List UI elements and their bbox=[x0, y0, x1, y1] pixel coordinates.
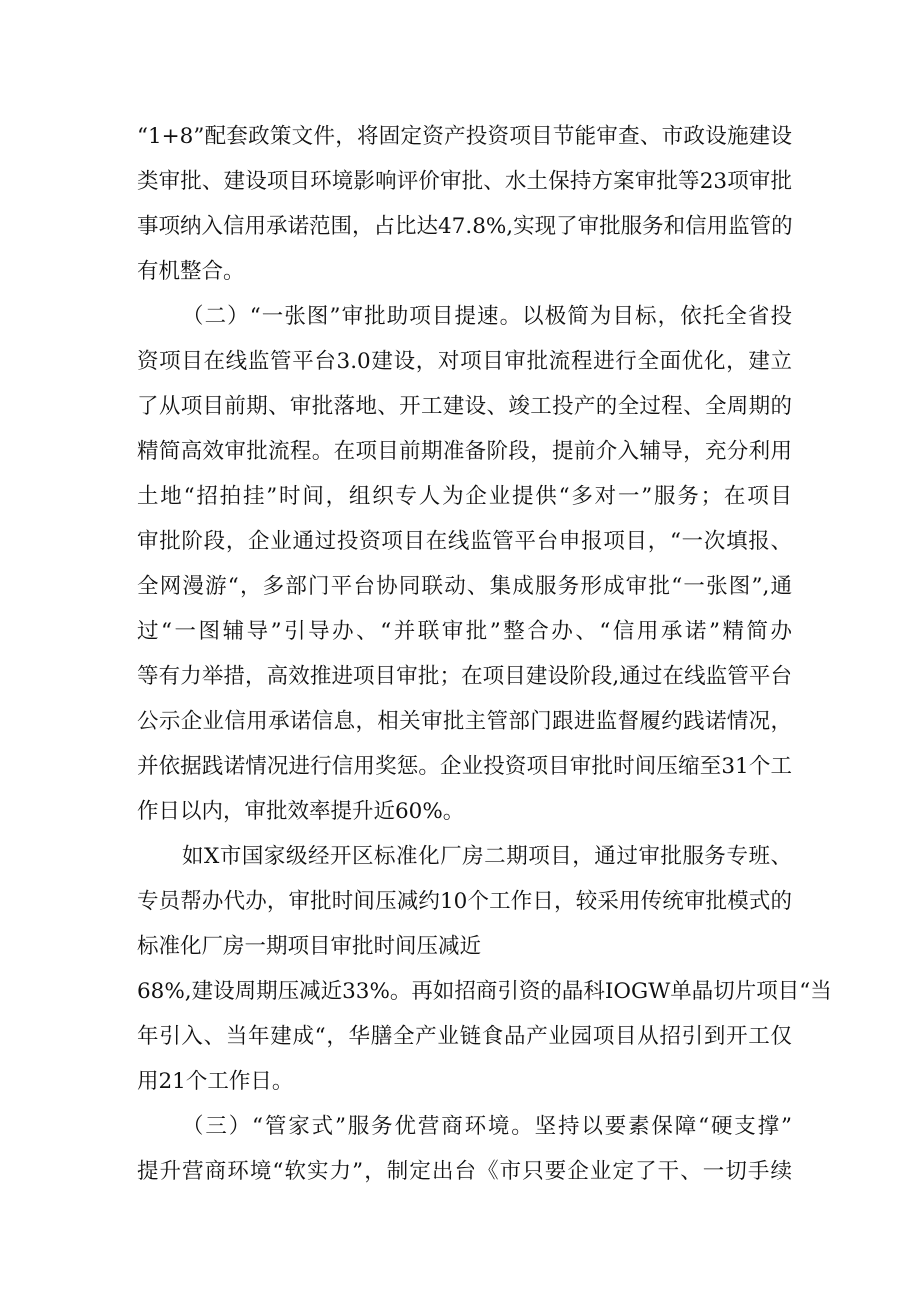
text-line: 如X市国家级经开区标准化厂房二期项目，通过审批服务专班、 bbox=[182, 844, 792, 869]
text-line: 68%,建设周期压减近33%。再如招商引资的晶科IOGW单晶切片项目“当 bbox=[137, 979, 832, 1004]
text-line: 年引入、当年建成“，华膳全产业链食品产业园项目从招引到开工仅 bbox=[137, 1024, 792, 1049]
text-line: 土地“招拍挂”时间，组织专人为企业提供“多对一”服务；在项目 bbox=[137, 484, 792, 509]
text-line: 并依据践诺情况进行信用奖惩。企业投资项目审批时间压缩至31个工 bbox=[137, 754, 792, 779]
text-line: 类审批、建设项目环境影响评价审批、水土保持方案审批等23项审批 bbox=[137, 169, 792, 194]
text-line: 标准化厂房一期项目审批时间压减近 bbox=[137, 934, 482, 959]
text-line: 提升营商环境“软实力”，制定出台《市只要企业定了干、一切手续 bbox=[137, 1159, 792, 1184]
text-line: 了从项目前期、审批落地、开工建设、竣工投产的全过程、全周期的 bbox=[137, 394, 792, 419]
text-line: 用21个工作日。 bbox=[137, 1069, 294, 1094]
text-line: 事项纳入信用承诺范围，占比达47.8%,实现了审批服务和信用监管的 bbox=[137, 214, 793, 239]
text-line: 全网漫游“，多部门平台协同联动、集成服务形成审批“一张图”,通 bbox=[137, 574, 792, 599]
text-line: 精简高效审批流程。在项目前期准备阶段，提前介入辅导，充分利用 bbox=[137, 439, 792, 464]
text-line: 有机整合。 bbox=[137, 259, 245, 284]
text-line: 专员帮办代办，审批时间压减约10个工作日，较采用传统审批模式的 bbox=[137, 889, 792, 914]
text-line: “1+8”配套政策文件，将固定资产投资项目节能审查、市政设施建设 bbox=[137, 124, 792, 149]
text-line: 资项目在线监管平台3.0建设，对项目审批流程进行全面优化，建立 bbox=[137, 349, 792, 374]
text-line: 作日以内，审批效率提升近60%。 bbox=[137, 799, 465, 824]
text-line: 过“一图辅导”引导办、“并联审批”整合办、“信用承诺”精简办 bbox=[137, 619, 792, 644]
text-line: （二）“一张图”审批助项目提速。以极简为目标，依托全省投 bbox=[182, 304, 792, 329]
text-line: （三）“管家式”服务优营商环境。坚持以要素保障“硬支撑” bbox=[182, 1114, 792, 1139]
text-line: 等有力举措，高效推进项目审批；在项目建设阶段,通过在线监管平台 bbox=[137, 664, 792, 689]
text-line: 公示企业信用承诺信息，相关审批主管部门跟进监督履约践诺情况， bbox=[137, 709, 792, 734]
text-line: 审批阶段，企业通过投资项目在线监管平台申报项目，“一次填报、 bbox=[137, 529, 792, 554]
